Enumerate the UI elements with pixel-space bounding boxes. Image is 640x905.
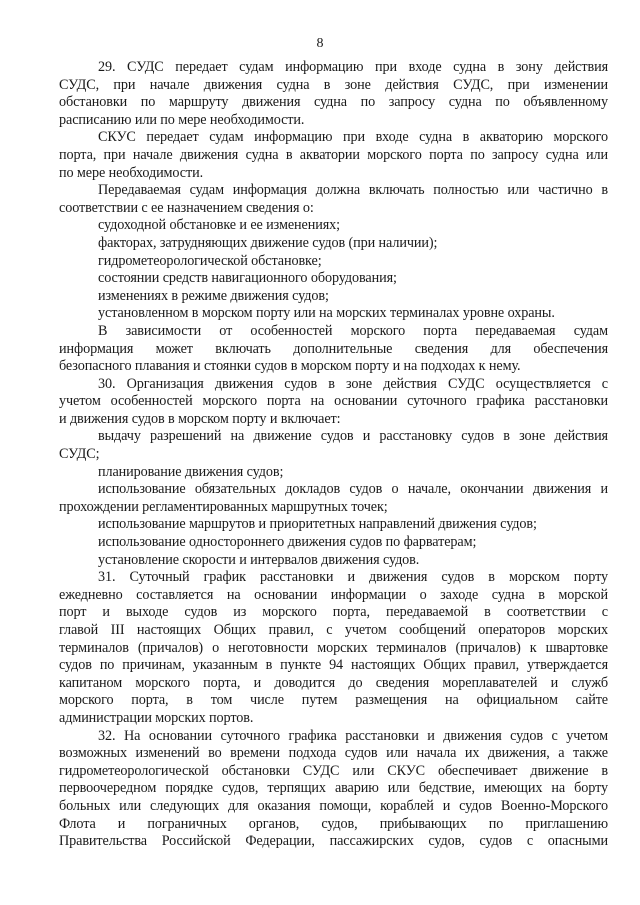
text-line: обстановки по маршруту движения судна по запросу судна по объявленному (59, 94, 608, 111)
text-line: капитаном морского порта, и доводится до сведения мореплавателей и служб (59, 674, 608, 691)
page-number: 8 (316, 36, 324, 51)
text-line: Передаваемая судам информация должна включать полностью или частично в (98, 182, 608, 199)
text-line: порта, при начале движения судна в акватории морского порта по запросу судна или (59, 146, 608, 163)
text-line: соответствии с ее назначением сведения о: (59, 199, 314, 216)
text-line: выдачу разрешений на движение судов и расстановку судов в зоне действия (98, 428, 608, 445)
text-line: терминалов (причалов) о неготовности морских терминалов (причалов) к швартовке (59, 639, 608, 656)
text-line: судов по причинам, указанным в пункте 94 настоящих Общих правил, утверждается (59, 657, 608, 674)
text-line: состоянии средств навигационного оборудования; (98, 270, 397, 287)
text-line: морского порта, в том числе путем размещения на официальном сайте (59, 692, 608, 709)
text-line: судоходной обстановке и ее изменениях; (98, 217, 340, 234)
text-line: гидрометеорологической обстановке; (98, 252, 322, 269)
text-line: 32. На основании суточного графика расстановки и движения судов с учетом (98, 727, 608, 744)
document-body (59, 59, 608, 851)
text-line: и движения судов в морском порту и включает: (59, 410, 341, 427)
text-line: прохождении регламентированных маршрутных точек; (59, 498, 388, 515)
text-line: 30. Организация движения судов в зоне действия СУДС осуществляется с (98, 375, 608, 392)
text-line: использование одностороннего движения судов по фарватерам; (98, 534, 477, 551)
text-line: расписанию или по мере необходимости. (59, 111, 305, 128)
text-line: 29. СУДС передает судам информацию при входе судна в зону действия (98, 59, 608, 75)
text-line: первоочередном порядке судов, терпящих аварию или бедствие, имеющих на борту (59, 780, 608, 797)
text-line: учетом особенностей морского порта на основании суточного графика расстановки (59, 393, 608, 410)
text-line: установленном в морском порту или на морских терминалах уровне охраны. (98, 305, 555, 322)
text-line: Правительства Российской Федерации, пассажирских судов, судов с опасными (59, 833, 608, 850)
text-line: планирование движения судов; (98, 463, 284, 480)
text-line: главой III настоящих Общих правил, с учетом сообщений операторов морских (59, 622, 608, 638)
text-line: по мере необходимости. (59, 164, 204, 181)
text-line: гидрометеорологической обстановки СУДС или СКУС обеспечивает движение в (59, 762, 608, 779)
text-line: ежедневно составляется на основании информации о заходе судна в морской (59, 586, 608, 603)
text-line: информация может включать дополнительные сведения для обеспечения (59, 340, 608, 357)
text-line: установление скорости и интервалов движения судов. (98, 551, 420, 568)
text-line: безопасного плавания и стоянки судов в морском порту и на подходах к нему. (59, 358, 521, 375)
text-line: порт и выходе судов из морского порта, передаваемой в соответствии с (59, 604, 608, 621)
text-line: В зависимости от особенностей морского порта передаваемая судам (98, 322, 608, 339)
text-line: 31. Суточный график расстановки и движения судов в морском порту (98, 569, 608, 586)
text-line: администрации морских портов. (59, 709, 254, 726)
text-line: СУДС; (59, 446, 100, 463)
text-line: СКУС передает судам информацию при входе судна в акваторию морского (98, 129, 608, 146)
text-line: Флота и пограничных органов, судов, прибывающих по приглашению (59, 815, 608, 832)
text-line: факторах, затрудняющих движение судов (при наличии); (98, 234, 438, 251)
text-line: использование маршрутов и приоритетных направлений движения судов; (98, 516, 537, 533)
text-line: больных или следующих для оказания помощи, кораблей и судов Военно-Морского (59, 797, 608, 814)
text-line: возможных изменений во времени подхода судов или начала их движения, а также (59, 745, 608, 762)
text-line: СУДС, при начале движения судна в зоне действия СУДС, при изменении (59, 76, 608, 93)
text-line: использование обязательных докладов судов о начале, окончании движения и (98, 481, 608, 498)
text-line: изменениях в режиме движения судов; (98, 287, 329, 304)
